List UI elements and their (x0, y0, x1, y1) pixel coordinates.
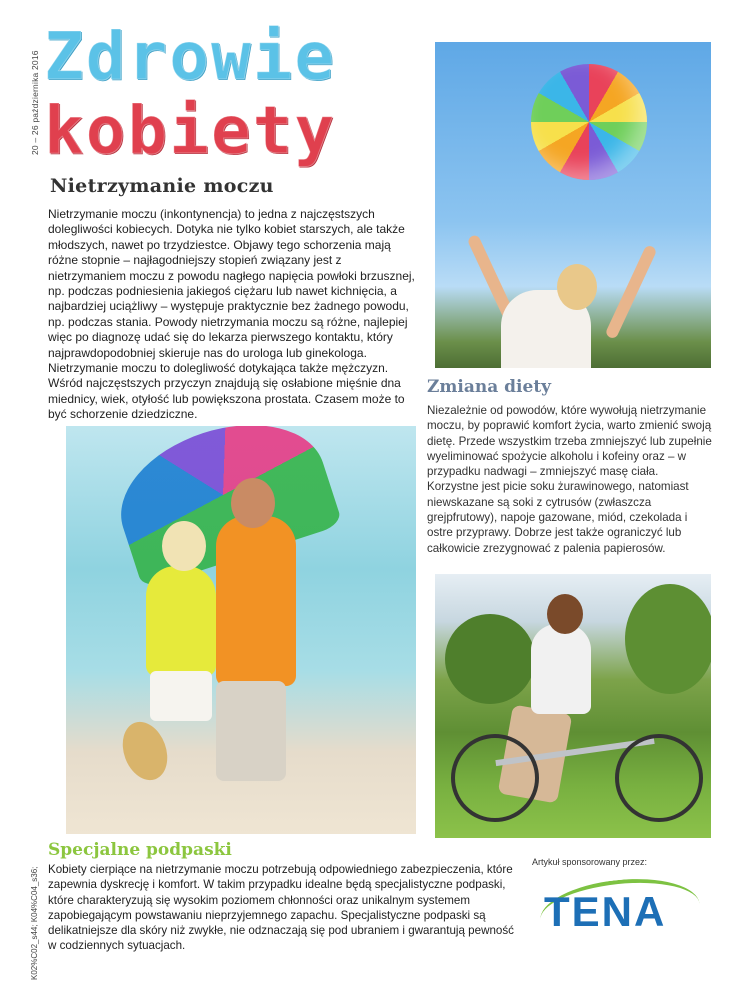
article-subtitle: Nietrzymanie moczu (50, 175, 274, 197)
issue-date: 20 – 26 października 2016 (30, 50, 40, 155)
sun-hat-icon (115, 716, 175, 787)
pads-heading: Specjalne podpaski (48, 840, 232, 860)
intro-paragraph: Nietrzymanie moczu (inkontynencja) to jedna z najczęstszych dolegliwości kobiecych. Dotyka nie tylko kobiet starszych, ale także młodszych, nawet po trzydziestce. Objawy tego schorzenia mają różne stopnie – najłagodniejszy stopień związany jest z nietrzymaniem moczu z powodu nagłego napięcia powłoki brzusznej, np. podczas podniesienia jakiegoś ciężaru lub nawet kichnięcia, a najbardziej uciążliwy – występuje praktycznie bez żadnego powodu, np. podczas stania. Powody nietrzymania moczu są różne, najlepiej więc po diagnozę udać się do lekarza pierwszego kontaktu, który najprawdopodobniej skieruje nas do urologa lub ginekologa. Nietrzymanie moczu to dolegliwość dotykająca także mężczyzn. Wśród najczęstszych przyczyn znajdują się osłabione mięśnie dna miednicy, wiek, otyłość lub powiększona prostata. Czasem może to być schorzenie dziedziczne. (48, 207, 415, 422)
diet-heading: Zmiana diety (427, 377, 552, 397)
photo-figure (146, 566, 216, 676)
photo-figure (531, 624, 591, 714)
title-line-2: kobiety (44, 92, 337, 169)
photo-figure (150, 671, 212, 721)
photo-arm (604, 244, 657, 340)
diet-paragraph: Niezależnie od powodów, które wywołują nietrzymanie moczu, by poprawić komfort życia, warto zmienić swoją dietę. Przede wszystkim trzeba zmniejszyć lub zupełnie wyeliminować spożycie alkoholu i kofeiny oraz – w przypadku nadwagi – zmniejszyć masę ciała. Korzystne jest picie soku żurawinowego, natomiast niewskazane są soki z cytrusów (zwłaszcza grejpfrutowy), napoje gazowane, miód, czekolada i ostre przyprawy. Dobrze jest także ograniczyć lub całkowicie zrezygnować z palenia papierosów. (427, 404, 712, 555)
tree-icon (625, 584, 711, 694)
photo-woman-beach-ball (435, 42, 711, 368)
pads-paragraph: Kobiety cierpiące na nietrzymanie moczu potrzebują odpowiedniego zabezpieczenia, które zapewnia dyskrecję i komfort. W takim przypadku idealne będą specjalistyczne podpaski, które charakteryzują się wysokim poziomem chłonności oraz unikalnym systemem zapobiegającym powstawaniu nieprzyjemnego zapachu. Specjalistyczne podpaski są delikatniejsze dla skóry niż zwykłe, nie odznaczają się pod ubraniem i gwarantują pewność w codziennych sytuacjach. (48, 863, 514, 953)
title-line-1: Zdrowie (44, 18, 337, 95)
bicycle-wheel-icon (451, 734, 539, 822)
tree-icon (445, 614, 535, 704)
tena-logo-text: TENA (544, 888, 667, 935)
sponsor-label: Artykuł sponsorowany przez: (532, 857, 648, 867)
photo-figure-head (557, 264, 597, 310)
photo-figure-head (547, 594, 583, 634)
print-code: K02%C02_s44; K04%C04_s36; (30, 866, 39, 980)
photo-figure (216, 681, 286, 781)
photo-figure-head (162, 521, 206, 571)
photo-woman-bicycle (435, 574, 711, 838)
beach-ball-icon (531, 64, 647, 180)
bicycle-wheel-icon (615, 734, 703, 822)
photo-figure (216, 516, 296, 686)
photo-couple-beach (66, 426, 416, 834)
tena-logo (530, 872, 706, 954)
photo-figure-head (231, 478, 275, 528)
